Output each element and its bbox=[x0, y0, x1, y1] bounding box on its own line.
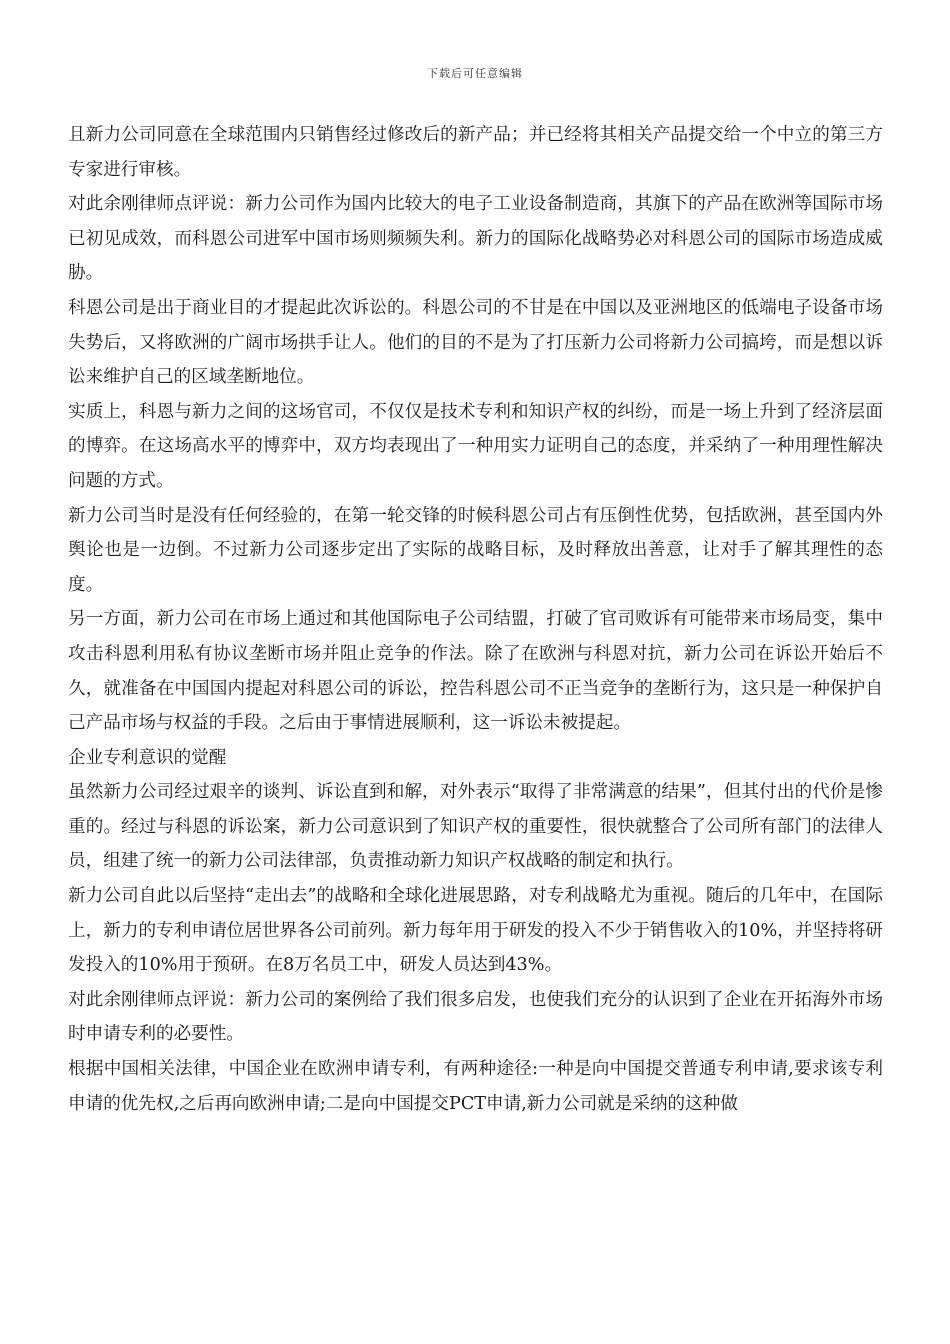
paragraph: 根据中国相关法律，中国企业在欧洲申请专利，有两种途径:一种是向中国提交普通专利申请,要求该专利申请的优先权,之后再向欧洲申请;二是向中国提交PCT申请,新力公司就是采纳的这种做 bbox=[68, 1059, 883, 1114]
paragraph: 且新力公司同意在全球范围内只销售经过修改后的新产品；并已经将其相关产品提交给一个中立的第三方专家进行审核。 bbox=[68, 125, 883, 180]
paragraph: 实质上，科恩与新力之间的这场官司，不仅仅是技术专利和知识产权的纠纷，而是一场上升到了经济层面的博弈。在这场高水平的博弈中，双方均表现出了一种用实力证明自己的态度，并采纳了一种用理性解决问题的方式。 bbox=[68, 401, 883, 491]
paragraph: 虽然新力公司经过艰辛的谈判、诉讼直到和解，对外表示“取得了非常满意的结果”，但其付出的代价是惨重的。经过与科恩的诉讼案，新力公司意识到了知识产权的重要性，很快就整合了公司所有部门的法律人员，组建了统一的新力公司法律部，负责推动新力知识产权战略的制定和执行。 bbox=[68, 782, 883, 872]
paragraph: 新力公司当时是没有任何经验的，在第一轮交锋的时候科恩公司占有压倒性优势，包括欧洲，甚至国内外舆论也是一边倒。不过新力公司逐步定出了实际的战略目标，及时释放出善意，让对手了解其理性的态度。 bbox=[68, 505, 883, 595]
page-header-note: 下载后可任意编辑 bbox=[427, 67, 523, 80]
paragraph: 对此余刚律师点评说：新力公司的案例给了我们很多启发，也使我们充分的认识到了企业在开拓海外市场时申请专利的必要性。 bbox=[68, 989, 883, 1045]
document-body bbox=[68, 118, 883, 1121]
paragraph: 对此余刚律师点评说：新力公司作为国内比较大的电子工业设备制造商，其旗下的产品在欧洲等国际市场已初见成效，而科恩公司进军中国市场则频频失利。新力的国际化战略势必对科恩公司的国际市场造成威胁。 bbox=[68, 194, 883, 284]
section-heading: 企业专利意识的觉醒 bbox=[68, 747, 227, 768]
paragraph: 另一方面，新力公司在市场上通过和其他国际电子公司结盟，打破了官司败诉有可能带来市场局变，集中攻击科恩利用私有协议垄断市场并阻止竞争的作法。除了在欧洲与科恩对抗，新力公司在诉讼开始后不久，就准备在中国国内提起对科恩公司的诉讼，控告科恩公司不正当竞争的垄断行为，这只是一种保护自己产品市场与权益的手段。之后由于事情进展顺利，这一诉讼未被提起。 bbox=[68, 609, 883, 734]
paragraph: 科恩公司是出于商业目的才提起此次诉讼的。科恩公司的不甘是在中国以及亚洲地区的低端电子设备市场失势后，又将欧洲的广阔市场拱手让人。他们的目的不是为了打压新力公司将新力公司搞垮，而是想以诉讼来维护自己的区域垄断地位。 bbox=[68, 297, 883, 388]
paragraph: 新力公司自此以后坚持“走出去”的战略和全球化进展思路，对专利战略尤为重视。随后的几年中，在国际上，新力的专利申请位居世界各公司前列。新力每年用于研发的投入不少于销售收入的10%，并坚持将研发投入的10%用于预研。在8万名员工中，研发人员达到43%。 bbox=[68, 886, 883, 976]
